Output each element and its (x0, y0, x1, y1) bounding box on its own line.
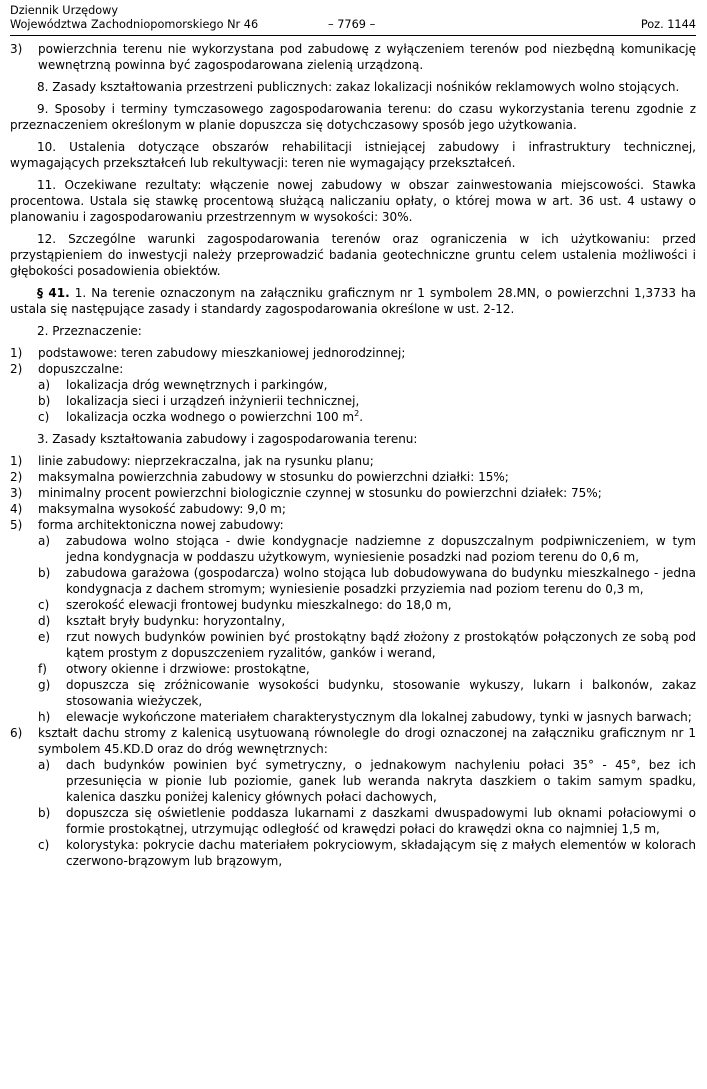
sub-text: rzut nowych budynków powinien być prostokątny bądź złożony z prostokątów połączonych ze sobą pod kątem prostym z dopuszczeniem ryzalitów, ganków i werand, (66, 630, 696, 660)
list-item (10, 361, 696, 377)
section-text: 1. Na terenie oznaczonym na załączniku graficznym nr 1 symbolem 28.MN, o powierzchni 1,3733 ha ustala się następujące zasady i standardy zagospodarowania określone w ust. 2-12. (10, 286, 696, 316)
list-number: 3) (10, 486, 23, 500)
sub-number: c) (38, 838, 50, 852)
sub-text: dopuszcza się zróżnicowanie wysokości budynku, stosowanie wykuszy, lukarn i balkonów, zakaz stosowania wieżyczek, (66, 678, 696, 708)
sub-number: c) (38, 410, 50, 424)
header-divider (10, 35, 696, 36)
list-number: 1) (10, 454, 23, 468)
sub-text: zabudowa garażowa (gospodarcza) wolno stojąca lub dobudowywana do budynku mieszkalnego - jedna kondygnacja z dachem stromym; wyniesienie posadzki przyziemia nad poziom terenu do 0,3 m, (66, 566, 696, 596)
paragraph-11: 11. Oczekiwane rezultaty: włączenie nowej zabudowy w obszar zainwestowania miejscowości. Stawka procentowa. Ustala się stawkę procentową służącą naliczaniu opłaty, o której mowa w art. 36 ust. 4 ustawy o planowaniu i zagospodarowaniu przestrzennym w wysokości: 30%. (10, 178, 696, 224)
sub-number: g) (38, 678, 51, 692)
list-item (10, 501, 696, 517)
voivodeship-issue: Województwa Zachodniopomorskiego Nr 46 (10, 18, 259, 31)
purpose-heading: 2. Przeznaczenie: (37, 324, 142, 338)
sub-number: b) (38, 566, 51, 580)
list-item (10, 453, 696, 469)
list-text: podstawowe: teren zabudowy mieszkaniowej jednorodzinnej; (38, 346, 406, 360)
list-item (10, 485, 696, 501)
sub-text: lokalizacja oczka wodnego o powierzchni 100 m (66, 410, 355, 424)
sub-list-item (10, 597, 696, 613)
list-text: powierzchnia terenu nie wykorzystana pod zabudowę z wyłączeniem terenów pod niezbędną komunikację wewnętrzną powinna być zagospodarowana zielenią urządzoną. (38, 42, 696, 72)
sub-list-item (10, 677, 696, 709)
paragraph-12: 12. Szczególne warunki zagospodarowania terenów oraz ograniczenia w ich użytkowaniu: przed przystąpieniem do inwestycji należy przeprowadzić badania geotechniczne gruntu celem ustalenia możliwości i głębokości posadowienia obiektów. (10, 232, 696, 278)
list-number: 4) (10, 502, 23, 516)
list-text: linie zabudowy: nieprzekraczalna, jak na rysunku planu; (38, 454, 374, 468)
sub-list-item (10, 661, 696, 677)
sub-list-item (10, 709, 696, 725)
sub-text: elewacje wykończone materiałem charakterystycznym dla lokalnej zabudowy, tynki w jasnych barwach; (66, 710, 692, 724)
sub-text: zabudowa wolno stojąca - dwie kondygnacje nadziemne z dopuszczalnym podpiwniczeniem, w tym jedna kondygnacja w poddaszu użytkowym, wyniesienie posadzki nad poziom terenu do 0,6 m, (66, 534, 696, 564)
sub-number: e) (38, 630, 51, 644)
list-text: maksymalna powierzchnia zabudowy w stosunku do powierzchni działki: 15%; (38, 470, 509, 484)
sub-text: kształt bryły budynku: horyzontalny, (66, 614, 286, 628)
list-item (10, 725, 696, 757)
rules-heading: 3. Zasady kształtowania zabudowy i zagospodarowania terenu: (37, 432, 418, 446)
list-number: 2) (10, 362, 23, 376)
section-41 (10, 285, 696, 317)
sub-number: a) (38, 534, 51, 548)
list-number: 6) (10, 726, 23, 740)
list-text: forma architektoniczna nowej zabudowy: (38, 518, 284, 532)
sub-text: dach budynków powinien być symetryczny, o jednakowym nachyleniu połaci 35° - 45°, bez ich przesunięcia w pionie lub poziomie, ganek lub weranda nakryta daszkiem o takim samym spadku, kalenica daszku poniżej kalenicy głównych połaci dachowych, (66, 758, 696, 804)
sub-number: d) (38, 614, 51, 628)
sub-list-item (10, 837, 696, 869)
sub-number: b) (38, 806, 51, 820)
list-item (10, 345, 696, 361)
document-body (10, 41, 696, 869)
page-number: – 7769 – (328, 18, 376, 31)
list-text: kształt dachu stromy z kalenicą usytuowaną równolegle do drogi oznaczonej na załączniku graficznym nr 1 symbolem 45.KD.D oraz do dróg wewnętrznych: (38, 726, 696, 756)
sub-number: f) (38, 662, 47, 676)
sub-list-item (10, 613, 696, 629)
page-header (10, 4, 696, 32)
sub-text: kolorystyka: pokrycie dachu materiałem pokryciowym, składającym się z małych elementów w kolorach czerwono-brązowym lub brązowym, (66, 838, 696, 868)
sub-number: a) (38, 758, 51, 772)
sub-list-item (10, 377, 696, 393)
superscript: 2 (354, 409, 360, 418)
sub-list-item (10, 629, 696, 661)
sub-list-item (10, 757, 696, 805)
list-item (10, 517, 696, 533)
list-text: dopuszczalne: (38, 362, 124, 376)
sub-text: otwory okienne i drzwiowe: prostokątne, (66, 662, 310, 676)
sub-text: szerokość elewacji frontowej budynku mieszkalnego: do 18,0 m, (66, 598, 452, 612)
position-number: Poz. 1144 (640, 18, 696, 31)
sub-text: lokalizacja sieci i urządzeń inżynierii technicznej, (66, 394, 360, 408)
sub-list-item (10, 533, 696, 565)
sub-text-end: . (359, 410, 364, 424)
sub-list-item (10, 565, 696, 597)
list-item (10, 41, 696, 73)
sub-list-item (10, 409, 696, 425)
paragraph-10: 10. Ustalenia dotyczące obszarów rehabilitacji istniejącej zabudowy i infrastruktury technicznej, wymagających przekształceń lub rekultywacji: teren nie wymagający przekształceń. (10, 140, 696, 170)
list-text: maksymalna wysokość zabudowy: 9,0 m; (38, 502, 286, 516)
list-number: 1) (10, 346, 23, 360)
list-number: 3) (10, 42, 23, 56)
sub-number: h) (38, 710, 51, 724)
list-number: 5) (10, 518, 23, 532)
header-row (10, 18, 696, 32)
sub-text: lokalizacja dróg wewnętrznych i parkingów, (66, 378, 328, 392)
sub-number: b) (38, 394, 51, 408)
sub-list-item (10, 805, 696, 837)
sub-text: dopuszcza się oświetlenie poddasza lukarnami z daszkami dwuspadowymi lub oknami połaciowymi o formie prostokątnej, utrzymując odległość od krawędzi połaci do krawędzi okna co najmniej 1,5 m, (66, 806, 696, 836)
sub-number: a) (38, 378, 51, 392)
paragraph-8: 8. Zasady kształtowania przestrzeni publicznych: zakaz lokalizacji nośników reklamowych wolno stojących. (37, 80, 680, 94)
list-number: 2) (10, 470, 23, 484)
list-text: minimalny procent powierzchni biologicznie czynnej w stosunku do powierzchni działek: 75%; (38, 486, 602, 500)
list-item (10, 469, 696, 485)
sub-number: c) (38, 598, 50, 612)
journal-title: Dziennik Urzędowy (10, 4, 119, 17)
sub-list-item (10, 393, 696, 409)
paragraph-9: 9. Sposoby i terminy tymczasowego zagospodarowania terenu: do czasu wykorzystania terenu zgodnie z przeznaczeniem określonym w planie dopuszcza się dotychczasowy sposób jego użytkowania. (10, 102, 696, 132)
section-label: § 41. (37, 286, 70, 300)
